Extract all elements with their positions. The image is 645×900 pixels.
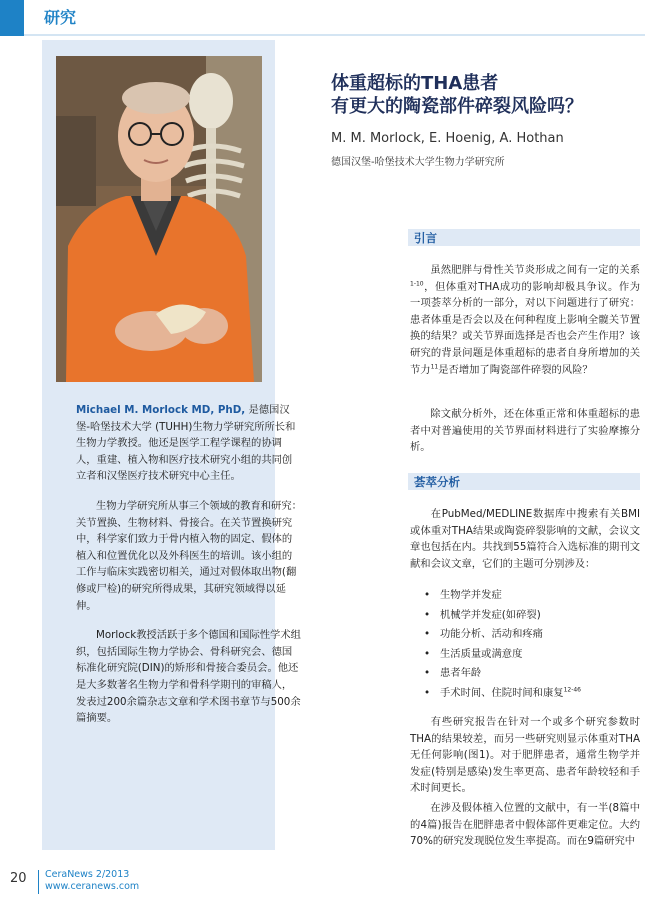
list-item xyxy=(420,645,640,665)
list-citation: 12-46 xyxy=(563,686,581,694)
bio-paragraph-1 xyxy=(76,402,302,485)
meta-paragraph-2 xyxy=(410,714,640,797)
list-item xyxy=(420,684,640,704)
meta-p3-text: 在涉及假体植入位置的文献中，有一半(8篇中的4篇)报告在肥胖患者中假体部件更难定位。大约70%的研究发现脱位发生率提高。而在9篇研究中 xyxy=(410,802,640,848)
meta-paragraph-1 xyxy=(410,506,640,572)
intro-p1-part-a: 虽然肥胖与骨性关节炎形成之间有一定的关系 xyxy=(430,264,640,276)
list-item-text: 功能分析、活动和疼痛 xyxy=(440,628,543,641)
article-authors: M. M. Morlock, E. Hoenig, A. Hothan xyxy=(331,131,564,146)
meta-analysis-heading xyxy=(408,473,640,490)
intro-heading-text: 引言 xyxy=(414,231,437,245)
list-item xyxy=(420,625,640,645)
author-bio xyxy=(76,402,302,740)
intro-paragraph-1 xyxy=(410,262,640,378)
publication-website[interactable]: www.ceranews.com xyxy=(45,881,140,892)
article-title xyxy=(331,72,631,118)
footer-publication xyxy=(45,869,139,893)
list-item xyxy=(420,586,640,606)
page-header xyxy=(0,0,645,36)
bio-paragraph-3-text: Morlock教授活跃于多个德国和国际性学术组织，包括国际生物力学协会、骨科研究会、德国标准化研究院(DIN)的矫形和骨接合委员会。他还是大多数著名生物力学和骨科学期刊的审稿人，发表过200余篇杂志文章和学术图书章节与500余篇摘要。 xyxy=(76,629,301,725)
list-item-text: 生物学并发症 xyxy=(440,589,502,601)
meta-paragraph-3 xyxy=(410,800,640,850)
list-item-text: 机械学并发症(如碎裂) xyxy=(440,608,541,621)
bio-paragraph-1-text: 是德国汉堡-哈堡技术大学 (TUHH)生物力学研究所所长和生物力学教授。他还是医学工程学课程的协调人，重建、植入物和医疗技术研究小组的共同创立者和汉堡医疗技术研究中心主任。 xyxy=(76,404,296,483)
list-item-text: 患者年龄 xyxy=(440,667,482,680)
list-item-text: 手术时间、住院时间和康复 xyxy=(440,686,564,699)
meta-p2-text: 有些研究报告在针对一个或多个研究参数时THA的结果较差，而另一些研究则显示体重对THA无任何影响(图1)。对于肥胖患者，通常生物学并发症(特别是感染)发生率更高、患者年龄较轻和手术时间更长。 xyxy=(410,716,640,795)
publication-name: CeraNews 2/2013 xyxy=(45,869,130,880)
list-item-text: 生活质量或满意度 xyxy=(440,647,523,660)
section-title: 研究 xyxy=(44,8,77,27)
list-item xyxy=(420,664,640,684)
header-accent-bar xyxy=(0,0,24,36)
intro-p1-part-c: 是否增加了陶瓷部件碎裂的风险？ xyxy=(438,363,593,376)
list-item xyxy=(420,606,640,626)
article-title-line-2: 有更大的陶瓷部件碎裂风险吗？ xyxy=(331,96,583,117)
page-number: 20 xyxy=(10,871,27,886)
footer-divider xyxy=(38,870,39,894)
intro-citation-2: 11 xyxy=(430,363,439,371)
author-portrait-illustration xyxy=(56,56,262,382)
intro-p1-part-b: ，但体重对THA成功的影响却极具争议。作为一项荟萃分析的一部分，对以下问题进行了研究：患者体重是否会以及在何种程度上影响全髋关节置换的结果？或关节界面选择是否也会产生作用？该研究的背景问题是体重超标的患者自身所增加的关节力 xyxy=(410,280,640,376)
intro-heading xyxy=(408,229,640,246)
article-affiliation: 德国汉堡-哈堡技术大学生物力学研究所 xyxy=(331,157,505,168)
intro-p2-text: 除文献分析外，还在体重正常和体重超标的患者中对普遍使用的关节界面材料进行了实验摩擦分析。 xyxy=(410,408,640,454)
bio-paragraph-3 xyxy=(76,627,302,727)
author-sidebar xyxy=(42,40,302,850)
intro-paragraph-2 xyxy=(410,406,640,456)
meta-p1-text: 在PubMed/MEDLINE数据库中搜索有关BMI或体重对THA结果或陶瓷碎裂影响的文献，会议文章也包括在内。共找到55篇符合入选标准的期刊文献和会议文章，它们的主题可分别涉及： xyxy=(410,508,640,570)
topic-list xyxy=(420,586,640,704)
bio-paragraph-2 xyxy=(76,498,302,614)
header-rule xyxy=(24,34,645,36)
article-title-line-1: 体重超标的THA患者 xyxy=(331,73,499,94)
intro-citation-1: 1-10 xyxy=(410,280,424,288)
author-name: Michael M. Morlock MD, PhD, xyxy=(76,404,246,416)
bio-paragraph-2-text: 生物力学研究所从事三个领域的教育和研究：关节置换、生物材料、骨接合。在关节置换研究中，科学家们致力于骨内植入物的固定、假体的植入和位置优化以及外科医生的培训。该小组的工作与临床实践密切相关，通过对假体取出物(翻修或尸检)的研究所得成果，其研究领域得以延伸。 xyxy=(76,499,302,612)
author-photo xyxy=(56,56,262,382)
meta-analysis-heading-text: 荟萃分析 xyxy=(414,475,460,489)
